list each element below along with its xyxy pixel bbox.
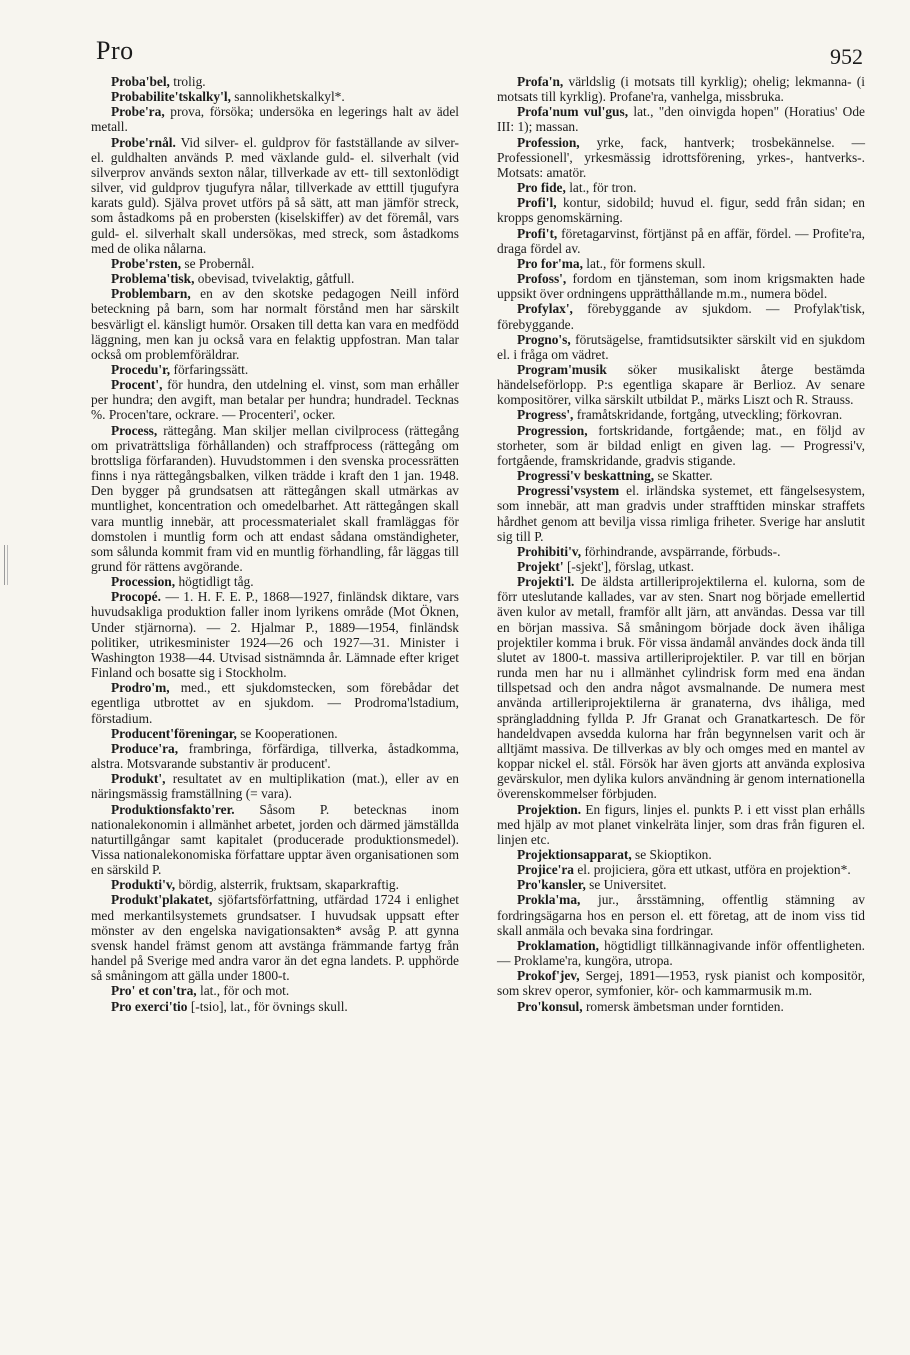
dictionary-entry xyxy=(91,771,459,801)
entry-headword: Prokla'ma, xyxy=(517,892,581,908)
entry-definition: [-sjekt'], förslag, utkast. xyxy=(563,559,694,574)
entry-headword: Pro'konsul, xyxy=(517,998,583,1014)
dictionary-entry xyxy=(91,877,459,892)
dictionary-entry xyxy=(497,574,865,801)
entry-headword: Pro for'ma, xyxy=(517,255,583,271)
dictionary-entry xyxy=(91,362,459,377)
dictionary-entry xyxy=(497,180,865,195)
entry-definition: Såsom P. betecknas inom nationalekonomin i allmänhet arbetet, jorden och därmed jämställda naturtillgångar samt kapitalet (producerade produktionsmedel). Vissa nationalekonomiska författare upptar även organisationen som en särskild P. xyxy=(91,801,459,878)
entry-headword: Producent'föreningar, xyxy=(111,725,237,741)
entry-definition: En figurs, linjes el. punkts P. i ett visst plan erhålls med hjälp av mot planet vinkelräta linjer, som dras från figuren el. linjen etc. xyxy=(497,801,865,847)
entry-headword: Progress', xyxy=(517,407,574,423)
entry-definition: en av den skotske pedagogen Neill införd beteckning på barn, som har normalt förstånd men har särskilt besvärligt el. känsligt humör. Orsaken till detta kan vara en medfödd läggning, men kan ju också vara en felaktig uppfostran. Man talar också om problemföräldrar. xyxy=(91,286,459,362)
entry-definition: för hundra, den utdelning el. vinst, som man erhåller per hundra; den avgift, man betalar per hundra; hundradel. Tecknas %. Procen'tare, ockrare. — Procenteri', ocker. xyxy=(91,377,459,423)
margin-marks xyxy=(4,545,8,585)
dictionary-entry xyxy=(91,741,459,771)
dictionary-entry xyxy=(497,407,865,422)
entry-headword: Procent', xyxy=(111,377,163,393)
entry-headword: Problema'tisk, xyxy=(111,271,195,287)
dictionary-entry xyxy=(497,877,865,892)
entry-headword: Probe'rnål. xyxy=(111,134,176,150)
entry-definition: jur., årsstämning, offentlig stämning av fordringsägarna hos en person el. ett företag, att de inom viss tid skall anmäla och bevaka sina fordringar. xyxy=(497,892,865,938)
dictionary-entry xyxy=(497,544,865,559)
dictionary-entry xyxy=(91,377,459,422)
entry-headword: Pro'kansler, xyxy=(517,877,586,893)
entry-definition: fordom en tjänsteman, som inom krigsmakten hade uppsikt över ordningens upprätthållande m.m., numera bödel. xyxy=(497,271,865,302)
entry-definition: De äldsta artilleriprojektilerna el. kulorna, som de förr uteslutande kallades, var av sten. Snart nog började emellertid även kulor av metall, framför allt järn, att användas. Dessa var till en början massiva. Så småningom började dock även ihåliga projektiler komma i bruk. För vissa ändamål användes dock ända till slutet av 1800-t. massiva artilleriprojektiler. P. var till en början runda men har nu i allmänhet cylindrisk form med ena ändan tillspetsad och den andra något avsmalnande. De numera mest använda artilleriprojektilerna är granaterna, dvs ihåliga, med sprängladdning fyllda P. Jfr Granat och Granatkartesch. De för handeldvapen avsedda kulorna har från begynnelsen varit och är alltjämt massiva. De tillverkas av bly och omges med en mantel av koppar nickel el. stål. Försök har även gjorts att använda explosiva gevärskulor, men dylika kulors användning är genom internationella överenskommelser förbjuden. xyxy=(497,574,865,802)
dictionary-entry xyxy=(497,256,865,271)
dictionary-entry xyxy=(91,286,459,362)
dictionary-entry xyxy=(497,226,865,256)
entry-definition: yrke, fack, hantverk; trosbekännelse. — Professionell', yrkesmässig idrottsförening, yrkes-, hantverks-. Motsats: amatör. xyxy=(497,134,865,180)
entry-definition: högtidligt tillkännagivande inför offentligheten. — Proklame'ra, kungöra, utropa. xyxy=(497,937,865,969)
entry-definition: se Universitet. xyxy=(585,877,667,893)
entry-definition: el. irländska systemet, ett fängelsesystem, som innebär, att man gradvis under strafftiden minskar straffets hårdhet genom att bevilja vissa rimliga friheter. Sverige har anslutit sig till P. xyxy=(497,483,865,544)
entry-definition: sannolikhetskalkyl*. xyxy=(230,89,345,105)
dictionary-entry xyxy=(91,256,459,271)
entry-headword: Projekt' xyxy=(517,559,564,574)
entry-definition: se Skatter. xyxy=(654,468,713,484)
entry-headword: Profi'l, xyxy=(517,195,557,211)
entry-headword: Procedu'r, xyxy=(111,361,171,377)
entry-headword: Produktionsfakto'rer. xyxy=(111,801,235,817)
dictionary-entry xyxy=(497,468,865,483)
dictionary-entry xyxy=(91,574,459,589)
entry-headword: Pro' et con'tra, xyxy=(111,983,197,999)
entry-definition: — 1. H. F. E. P., 1868—1927, finländsk diktare, vars huvudsakliga produktion faller inom lyrikens område (Mot Öknen, Under stjärnorna). — 2. Hjalmar P., 1889—1954, finländsk politiker, utrikesminister 1924—26 och 1927—31. Minister i Washington 1938—44. Utvisad sistnämnda år. Lämnade efter kriget Finland och bosatte sig i Stockholm. xyxy=(91,589,459,681)
entry-definition: förhindrande, avspärrande, förbuds-. xyxy=(581,543,781,559)
dictionary-entry xyxy=(497,938,865,968)
entry-definition: framåtskridande, fortgång, utveckling; förkovran. xyxy=(573,407,843,423)
dictionary-entry xyxy=(91,983,459,998)
running-head: Pro xyxy=(96,36,134,65)
page-number: 952 xyxy=(830,44,863,69)
entry-headword: Proba'bel, xyxy=(111,74,170,89)
entry-definition: högtidligt tåg. xyxy=(175,574,254,590)
entry-headword: Profylax', xyxy=(517,301,573,317)
entry-definition: frambringa, förfärdiga, tillverka, åstadkomma, alstra. Motsvarande substantiv är producent'. xyxy=(91,740,459,772)
entry-headword: Projice'ra xyxy=(517,862,575,878)
dictionary-entry xyxy=(91,892,459,983)
dictionary-entry xyxy=(497,362,865,407)
entry-headword: Progression, xyxy=(517,422,588,438)
entry-headword: Probe'ra, xyxy=(111,104,165,120)
entry-definition: bördig, alsterrik, fruktsam, skaparkraftig. xyxy=(175,877,399,893)
entry-definition: obevisad, tvivelaktig, gåtfull. xyxy=(194,271,355,287)
entry-headword: Procopé. xyxy=(111,589,161,605)
entry-headword: Probe'rsten, xyxy=(111,255,182,271)
entry-definition: världslig (i motsats till kyrklig); ohelig; lekmanna- (i motsats till kyrklig). Profane'ra, vanhelga, missbruka. xyxy=(497,74,865,105)
entry-headword: Produkt', xyxy=(111,771,166,787)
entry-definition: söker musikaliskt återge bestämda händelseförlopp. P:s egentliga skapare är Berlioz. Av senare kompositörer, vilka särskilt utbildat P., märks Liszt och R. Strauss. xyxy=(497,361,865,408)
entry-definition: lat., för tron. xyxy=(565,180,637,196)
entry-definition: förutsägelse, framtidsutsikter särskilt vid en sjukdom el. i fråga om vädret. xyxy=(497,331,865,362)
dictionary-entry xyxy=(497,301,865,331)
entry-headword: Projekti'l. xyxy=(517,574,575,590)
entry-definition: lat., "den oinvigda hopen" (Horatius' Ode III: 1); massan. xyxy=(497,104,865,135)
dictionary-entry xyxy=(91,74,459,89)
dictionary-entry xyxy=(497,892,865,937)
entry-headword: Pro fide, xyxy=(517,180,566,196)
entry-headword: Produkt'plakatet, xyxy=(111,892,213,908)
dictionary-entry xyxy=(497,332,865,362)
dictionary-entry xyxy=(497,862,865,877)
dictionary-entry xyxy=(91,89,459,104)
dictionary-entry xyxy=(497,483,865,544)
entry-definition: se Skioptikon. xyxy=(631,846,712,862)
dictionary-entry xyxy=(91,999,459,1014)
entry-definition: prova, försöka; undersöka en legerings halt av ädel metall. xyxy=(91,104,459,135)
entry-definition: med., ett sjukdomstecken, som förebådar det egentliga utbrottet av en sjukdom. — Prodroma'lstadium, förstadium. xyxy=(91,680,459,726)
right-column xyxy=(497,74,865,1014)
entry-headword: Progno's, xyxy=(517,331,571,347)
dictionary-entry xyxy=(91,726,459,741)
entry-headword: Prodro'm, xyxy=(111,680,170,696)
dictionary-entry xyxy=(497,423,865,468)
entry-definition: el. projiciera, göra ett utkast, utföra en projektion*. xyxy=(574,862,851,878)
entry-headword: Profoss', xyxy=(517,271,567,287)
entry-headword: Proklamation, xyxy=(517,937,599,953)
dictionary-entry xyxy=(497,74,865,104)
dictionary-entry xyxy=(497,195,865,225)
dictionary-entry xyxy=(497,999,865,1014)
entry-definition: resultatet av en multiplikation (mat.), eller av en näringsmässig framställning (= vara). xyxy=(91,771,459,802)
entry-definition: kontur, sidobild; huvud el. figur, sedd från sidan; en kropps genomskärning. xyxy=(497,195,865,226)
entry-headword: Profa'num vul'gus, xyxy=(517,104,629,120)
dictionary-entry xyxy=(497,271,865,301)
entry-headword: Produkti'v, xyxy=(111,877,176,893)
dictionary-entry xyxy=(91,135,459,256)
entry-headword: Problembarn, xyxy=(111,286,191,302)
dictionary-entry xyxy=(497,802,865,847)
entry-definition: se Kooperationen. xyxy=(236,725,338,741)
entry-headword: Profi't, xyxy=(517,225,558,241)
dictionary-entry xyxy=(497,559,865,574)
entry-definition: sjöfartsförfattning, utfärdad 1724 i enlighet med merkantilsystemets grundsatser. I huvudsak uppsatt efter mönster av den engelska navigationsakten* avsåg P. att gynna svensk handel främst genom att avstänga främmande fartyg från handel på Sverige med andra varor än det egna landets. P. upphörde så småningom att gälla under 1800-t. xyxy=(91,892,459,984)
entry-headword: Progressi'v beskattning, xyxy=(517,468,655,484)
dictionary-entry xyxy=(91,104,459,134)
entry-definition: rättegång. Man skiljer mellan civilprocess (rättegång om privaträttsliga förhållanden) och straffprocess (rättegång om brottsliga förfaranden). Huvudstommen i den svenska processrätten finns i nya rättegångsbalken, vilken trädde i kraft den 1 jan. 1948. Den bygger på grundsatsen att rättegången skall utmärkas av muntlighet, koncentration och omedelbarhet. Att rättegången skall vara muntlig innebär, att processmaterialet skall framläggas för domstolen i muntlig form och att endast sådana omständigheter, som sålunda kommit fram vid en muntlig förhandling, får läggas till grund för rättens avgörande. xyxy=(91,422,459,574)
entry-headword: Produce'ra, xyxy=(111,740,179,756)
entry-definition: förfaringssätt. xyxy=(170,361,249,377)
entry-definition: förebyggande av sjukdom. — Profylak'tisk, förebyggande. xyxy=(497,301,865,332)
dictionary-entry xyxy=(91,680,459,725)
dictionary-entry xyxy=(497,847,865,862)
entry-definition: Vid silver- el. guldprov för fastställande av silver- el. guldhalten används P. med växlande guld- el. silverhalt (vid silverprov används sexton nålar, tillverkade av ett- till sextonlödigt silver, vid guldprov tjugufyra nålar, tillverkade av etttill tjugufyra karats guld). Själva provet utförs på så sätt, att man jämför streck, som åstadkoms på en probersten (kiselskiffer) av det föremål, vars guld- el. silverhalt skall undersökas, med streck, som åstadkoms med de olika nålarna. xyxy=(91,134,459,256)
left-column xyxy=(91,74,459,1014)
dictionary-entry xyxy=(91,423,459,575)
dictionary-entry xyxy=(91,271,459,286)
entry-definition: lat., för och mot. xyxy=(196,983,290,999)
entry-definition: trolig. xyxy=(169,74,206,89)
entry-headword: Pro exerci'tio xyxy=(111,998,188,1014)
dictionary-entry xyxy=(497,104,865,134)
entry-headword: Probabilite'tskalky'l, xyxy=(111,89,231,105)
entry-headword: Progressi'vsystem xyxy=(517,483,620,499)
entry-headword: Procession, xyxy=(111,574,176,590)
dictionary-entry xyxy=(497,968,865,998)
entry-definition: se Probernål. xyxy=(181,255,255,271)
entry-headword: Projektionsapparat, xyxy=(517,846,632,862)
entry-headword: Prohibiti'v, xyxy=(517,543,582,559)
entry-definition: Sergej, 1891—1953, rysk pianist och kompositör, som skrev operor, symfonier, kör- och kammarmusik m.m. xyxy=(497,968,865,999)
entry-headword: Profa'n, xyxy=(517,74,564,89)
entry-definition: företagarvinst, förtjänst på en affär, fördel. — Profite'ra, draga fördel av. xyxy=(497,225,865,256)
dictionary-entry xyxy=(91,589,459,680)
entry-headword: Program'musik xyxy=(517,361,607,377)
entry-headword: Prokof'jev, xyxy=(517,968,580,984)
entry-definition: [-tsio], lat., för övnings skull. xyxy=(187,998,348,1014)
entry-definition: fortskridande, fortgående; mat., en följd av storheter, som är bildad enligt en given lag. — Progressi'v, fortgående, framskridande, gradvis stigande. xyxy=(497,422,865,468)
dictionary-entry xyxy=(91,802,459,878)
entry-definition: lat., för formens skull. xyxy=(582,255,706,271)
entry-headword: Projektion. xyxy=(517,801,582,817)
dictionary-entry xyxy=(497,135,865,180)
entry-headword: Process, xyxy=(111,422,158,438)
entry-headword: Profession, xyxy=(517,134,580,150)
entry-definition: romersk ämbetsman under forntiden. xyxy=(582,998,784,1014)
